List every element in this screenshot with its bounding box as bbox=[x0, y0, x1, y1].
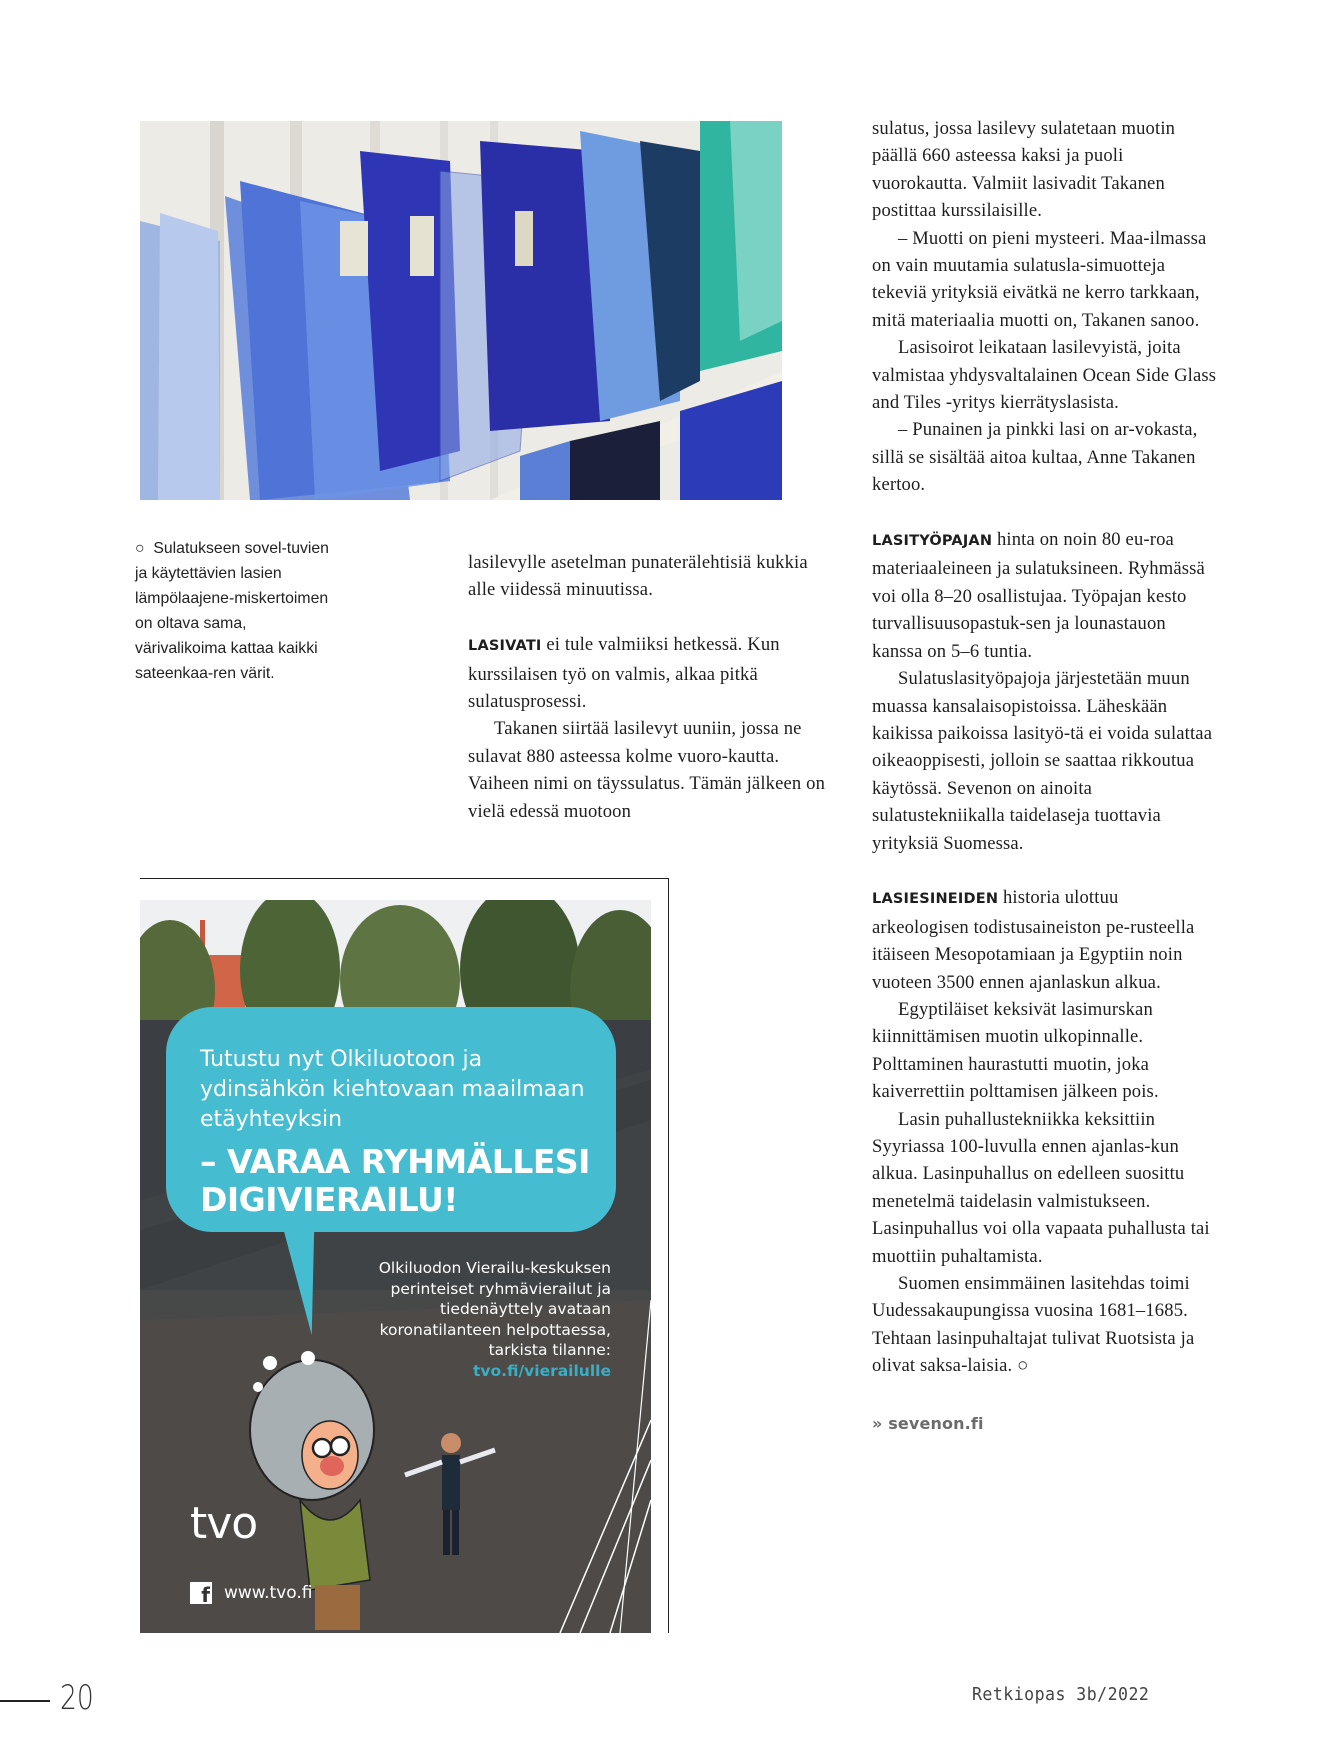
paragraph: Suomen ensimmäinen lasitehdas toimi Uudessakaupungissa vuosina 1681–1685. Tehtaan lasinpuhaltajat tulivat Ruotsista ja olivat saksa-laisia. ○ bbox=[872, 1273, 1195, 1377]
article-middle-column bbox=[468, 549, 838, 825]
caption-text: Sulatukseen sovel-tuvien ja käytettävien lasien lämpölaajene-miskertoimen on oltava sama, värivalikoima kattaa kaikki sateenkaa-ren värit. bbox=[135, 540, 329, 682]
paragraph: Egyptiläiset keksivät lasimurskan kiinnittämisen muotin ulkopinnalle. Polttaminen haurastutti muotin, joka kaiverrettiin polttamisen jälkeen pois. bbox=[872, 998, 1159, 1103]
paragraph bbox=[468, 631, 838, 715]
paragraph: lasilevylle asetelman punaterälehtisiä kukkia alle viidessä minuutissa. bbox=[468, 552, 808, 601]
footer-rule bbox=[0, 1700, 50, 1702]
page-number: 20 bbox=[60, 1678, 94, 1718]
ad-info-body: Olkiluodon Vierailu-keskuksen perinteiset ryhmävierailut ja tiedenäyttely avataan koronatilanteen helpottaessa, tarkista tilanne: bbox=[378, 1259, 611, 1359]
paragraph: sulatus, jossa lasilevy sulatetaan muotin päällä 660 asteessa kaksi ja puoli vuorokautta. Valmiit lasivadit Takanen postittaa kurssilaisille. bbox=[872, 118, 1176, 222]
lead-in-heading: LASIVATI bbox=[468, 638, 542, 655]
ad-headline-sub: Tutustu nyt Olkiluotoon ja ydinsähkön kiehtovaan maailmaan etäyhteyksin bbox=[200, 1047, 585, 1132]
ad-website-row bbox=[190, 1582, 313, 1604]
paragraph bbox=[872, 526, 1217, 665]
paragraph: Takanen siirtää lasilevyt uuniin, jossa ne sulavat 880 asteessa kolme vuoro-kautta. Vaiheen nimi on täyssulatus. Tämän jälkeen on vielä edessä muotoon bbox=[468, 718, 826, 822]
tvo-advertisement[interactable] bbox=[140, 900, 651, 1633]
facebook-icon[interactable]: f bbox=[190, 1582, 212, 1604]
article-right-column bbox=[872, 115, 1217, 1437]
ad-website-link[interactable]: www.tvo.fi bbox=[224, 1583, 313, 1603]
ad-visit-link[interactable]: tvo.fi/vierailulle bbox=[472, 1361, 611, 1380]
paragraph-text: historia ulottuu arkeologisen todistusaineiston pe-rusteella itäiseen Mesopotamiaan ja Egyptiin noin vuoteen 3500 ennen ajanlaskun alkua. bbox=[872, 887, 1195, 993]
ad-frame-right-rule bbox=[668, 878, 669, 1633]
ad-frame-top-rule bbox=[140, 878, 668, 879]
tvo-logo: tvo bbox=[190, 1498, 258, 1549]
glass-sheets-illustration bbox=[140, 121, 782, 500]
glass-sheets-photo bbox=[140, 121, 782, 500]
paragraph: – Punainen ja pinkki lasi on ar-vokasta, sillä se sisältää aitoa kultaa, Anne Takanen kertoo. bbox=[872, 419, 1198, 496]
paragraph: Lasisoirot leikataan lasilevyistä, joita valmistaa yhdysvaltalainen Ocean Side Glass and Tiles -yritys kierrätyslasista. bbox=[872, 337, 1217, 414]
sevenon-link[interactable]: » sevenon.fi bbox=[872, 1413, 984, 1433]
paragraph: Lasin puhallustekniikka keksittiin Syyriassa 100-luvulla ennen ajanlas-kun alkua. Lasinpuhallus on edelleen suosittu menetelmä taidelasin valmistukseen. Lasinpuhallus voi olla vapaata puhallusta tai muottiin puhaltamista. bbox=[872, 1108, 1210, 1267]
paragraph-text: ei tule valmiiksi hetkessä. Kun kurssilaisen työ on valmis, alkaa pitkä sulatusprosessi. bbox=[468, 634, 780, 713]
ad-info-text bbox=[371, 1258, 611, 1381]
lead-in-heading: LASIESINEIDEN bbox=[872, 891, 999, 908]
paragraph: Sulatuslasityöpajoja järjestetään muun muassa kansalaisopistoissa. Läheskään kaikissa paikoissa lasityö-tä ei voida sulattaa oikeaoppisesti, jolloin se saattaa rikkoutua käytössä. Sevenon on ainoita sulatustekniikalla taidelaseja tuottavia yrityksiä Suomessa. bbox=[872, 668, 1213, 854]
magazine-issue: Retkiopas 3b/2022 bbox=[972, 1684, 1150, 1705]
caption-bullet-icon: ○ bbox=[135, 540, 145, 557]
paragraph bbox=[872, 884, 1217, 996]
paragraph: – Muotti on pieni mysteeri. Maa-ilmassa on vain muutamia sulatusla-simuotteja tekeviä yrityksiä eivätkä ne kerro tarkkaan, mitä materiaalia muotti on, Takanen sanoo. bbox=[872, 227, 1207, 331]
photo-caption bbox=[135, 536, 335, 686]
lead-in-heading: LASITYÖPAJAN bbox=[872, 533, 993, 550]
paragraph-text: hinta on noin 80 eu-roa materiaaleineen ja sulatuksineen. Ryhmässä voi olla 8–20 osallistujaa. Työpajan kesto turvallisuusopastuk-sen ja lounastauon kanssa on 5–6 tuntia. bbox=[872, 529, 1205, 662]
ad-headline-cta: – VARAA RYHMÄLLESI DIGIVIERAILU! bbox=[200, 1142, 590, 1219]
